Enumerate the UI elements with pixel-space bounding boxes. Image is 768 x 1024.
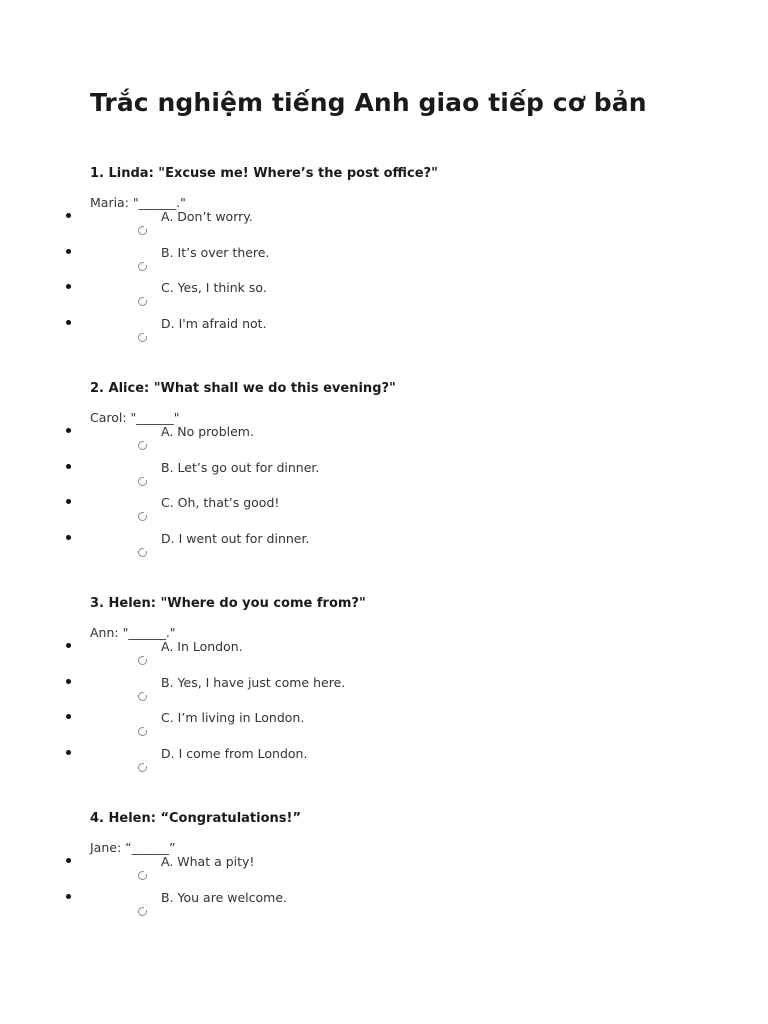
radio-button[interactable] xyxy=(138,441,147,450)
radio-button[interactable] xyxy=(138,871,147,880)
question-reply: Jane: “______” xyxy=(90,840,176,855)
bullet-icon xyxy=(66,499,71,504)
answer-option[interactable] xyxy=(0,496,768,531)
answer-option[interactable] xyxy=(0,461,768,496)
answer-option[interactable] xyxy=(0,317,768,352)
option-label: B. You are welcome. xyxy=(161,890,287,905)
option-label: B. It’s over there. xyxy=(161,245,270,260)
answer-option[interactable] xyxy=(0,711,768,746)
radio-button[interactable] xyxy=(138,333,147,342)
bullet-icon xyxy=(66,535,71,540)
option-label: D. I went out for dinner. xyxy=(161,531,310,546)
radio-button[interactable] xyxy=(138,297,147,306)
option-label: B. Let’s go out for dinner. xyxy=(161,460,320,475)
bullet-icon xyxy=(66,464,71,469)
radio-button[interactable] xyxy=(138,656,147,665)
question-prompt: 4. Helen: “Congratulations!” xyxy=(90,811,301,826)
option-label: C. Oh, that’s good! xyxy=(161,495,280,510)
bullet-icon xyxy=(66,643,71,648)
radio-button[interactable] xyxy=(138,512,147,521)
option-label: A. In London. xyxy=(161,639,243,654)
question-prompt: 2. Alice: "What shall we do this evening?" xyxy=(90,381,396,396)
answer-option[interactable] xyxy=(0,532,768,567)
bullet-icon xyxy=(66,750,71,755)
question-reply: Maria: "______." xyxy=(90,195,186,210)
question-reply: Carol: "______" xyxy=(90,410,180,425)
bullet-icon xyxy=(66,284,71,289)
radio-button[interactable] xyxy=(138,548,147,557)
option-label: C. I’m living in London. xyxy=(161,710,305,725)
radio-button[interactable] xyxy=(138,477,147,486)
bullet-icon xyxy=(66,679,71,684)
bullet-icon xyxy=(66,320,71,325)
radio-button[interactable] xyxy=(138,727,147,736)
bullet-icon xyxy=(66,249,71,254)
option-label: D. I'm afraid not. xyxy=(161,316,267,331)
answer-option[interactable] xyxy=(0,246,768,281)
radio-button[interactable] xyxy=(138,763,147,772)
bullet-icon xyxy=(66,858,71,863)
question-reply: Ann: "______." xyxy=(90,625,176,640)
bullet-icon xyxy=(66,428,71,433)
answer-option[interactable] xyxy=(0,891,768,926)
answer-option[interactable] xyxy=(0,747,768,782)
question-prompt: 3. Helen: "Where do you come from?" xyxy=(90,596,366,611)
radio-button[interactable] xyxy=(138,262,147,271)
answer-option[interactable] xyxy=(0,640,768,675)
option-label: A. Don’t worry. xyxy=(161,209,253,224)
radio-button[interactable] xyxy=(138,907,147,916)
answer-option[interactable] xyxy=(0,425,768,460)
option-label: C. Yes, I think so. xyxy=(161,280,267,295)
radio-button[interactable] xyxy=(138,692,147,701)
answer-option[interactable] xyxy=(0,676,768,711)
answer-option[interactable] xyxy=(0,210,768,245)
page-title: Trắc nghiệm tiếng Anh giao tiếp cơ bản xyxy=(90,88,647,117)
answer-option[interactable] xyxy=(0,855,768,890)
question-prompt: 1. Linda: "Excuse me! Where’s the post office?" xyxy=(90,166,438,181)
option-label: B. Yes, I have just come here. xyxy=(161,675,346,690)
option-label: A. No problem. xyxy=(161,424,254,439)
radio-button[interactable] xyxy=(138,226,147,235)
option-label: D. I come from London. xyxy=(161,746,308,761)
bullet-icon xyxy=(66,213,71,218)
bullet-icon xyxy=(66,714,71,719)
option-label: A. What a pity! xyxy=(161,854,255,869)
answer-option[interactable] xyxy=(0,281,768,316)
bullet-icon xyxy=(66,894,71,899)
